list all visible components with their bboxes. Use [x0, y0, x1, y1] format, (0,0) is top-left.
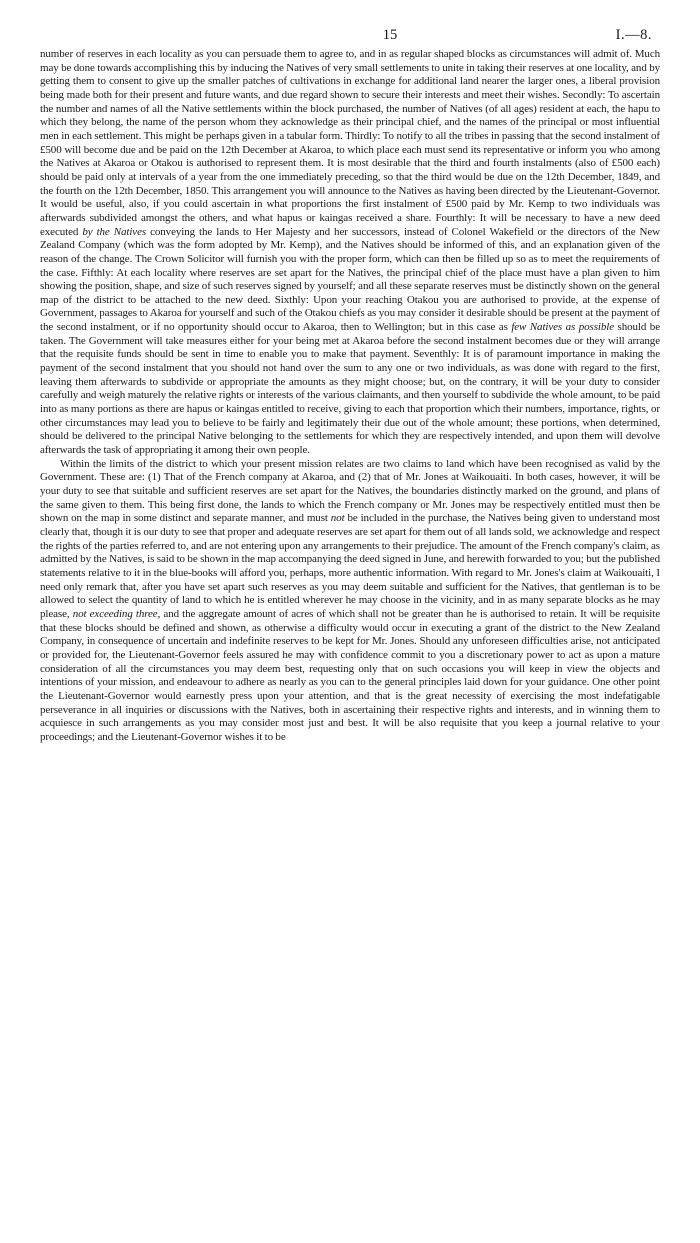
text-run: should be taken. The Government will take measures either for your being met at Akaroa before the second instalment becomes due or they will arrange that the requisite funds should be sent in time to enable you to make that payment. Seventhly: It is of paramount importance in making the payment of the second instalment that you should not hand over the sum to any one or two individuals, as was done with regard to the first, leaving them afterwards to subdivide or appropriate the amounts as they might choose; but, on the contrary, it will be your duty to consider carefully and weigh maturely the relative rights or interests of the various claimants, and then yourself to subdivide the whole amount, to be paid into as many portions as there are hapus or kaingas entitled to receive, giving to each that proportion which their numbers, importance, rights, or other circumstances may lead you to believe to be fairly and legitimately their due out of the whole amount; these portions, when determined, should be delivered to the principal Native belonging to the settlements for which they are respectively intended, and upon them will devolve afterwards the task of appropriating it among their own people.	[40, 321, 660, 457]
paragraph	[40, 48, 660, 458]
text-run: number of reserves in each locality as you can persuade them to agree to, and in as regular shaped blocks as circumstances will admit of. Much may be done towards accomplishing this by inducing the Natives of very small settlements to unite in taking their reserves at one locality, and by getting them to consent to give up the smaller patches of cultivations in exchange for additional land nearer the larger ones, a liberal provision being made both for their present and future wants, and due regard shown to secure their interests and meet their wishes. Secondly: To ascertain the number and names of all the Native settlements within the block purchased, the number of Natives (of all ages) resident at each, the hapu to which they belong, the name of the person whom they acknowledge as their principal chief, and the names of the principal or most influential men in each settlement. This might be perhaps given in a tabular form. Thirdly: To notify to all the tribes in passing that the second instalment of £500 will become due and be paid on the 12th December at Akaroa, to which place each must send its representative or inform you who among the Natives at Akaroa or Otakou is authorised to represent them. It is most desirable that the third and fourth instalments (also of £500 each) should be paid only at intervals of a year from the one immediately preceding, so that the third would be due on the 12th December, 1849, and the fourth on the 12th December, 1850. This arrangement you will announce to the Natives as having been directed by the Lieutenant-Governor. It would be useful, also, if you could ascertain in what proportions the first instalment of £500 paid by Mr. Kemp to two individuals was afterwards subdivided amongst the others, and what hapus or kaingas received a share. Fourthly: It will be necessary to have a new deed executed	[40, 48, 660, 238]
italic-text: not	[330, 512, 345, 525]
text-run: conveying the lands to Her Majesty and her successors, instead of Colonel Wakefield or the directors of the New Zealand Company (which was the form adopted by Mr. Kemp), and the Natives should be informed of this, and an explanation given of the reason of the change. The Crown Solicitor will furnish you with the proper form, which can then be filled up so as to meet the requirements of the case. Fifthly: At each locality where reserves are set apart for the Natives, the principal chief of the place must have a plan given to him showing the position, shape, and size of such reserves signed by yourself; and all these separate reserves must be distinctly shown on the general map of the district to be attached to the new deed. Sixthly: Upon your reaching Otakou you are authorised to provide, at the expense of Government, passages to Akaroa for yourself and such of the Otakou chiefs as you may consider it desirable should be present at the payment of the second instalment, or if no opportunity should occur to Akaroa, then to Wellington; but in this case as	[40, 225, 660, 334]
paragraph	[40, 458, 660, 745]
text-run: Within the limits of the district to which your present mission relates are two claims to land which have been recognised as valid by the Government. These are: (1) That of the French company at Akaroa, and (2) that of Mr. Jones at Waikouaiti. In both cases, however, it will be your duty to see that suitable and sufficient reserves are set apart for the Natives, the boundaries distinctly marked on the ground, and plans of the same given to them. This being first done, the lands to which the French company or Mr. Jones may be respectively entitled must then be shown on the map in some distinct and separate manner, and must	[40, 457, 660, 525]
text-run: , and the aggregate amount of acres of which shall not be greater than he is authorised to retain. It will be requisite that these blocks should be defined and shown, as otherwise a difficulty would occur in executing a grant of the district to the New Zealand Company, in consequence of uncertain and indefinite reserves to be kept for Mr. Jones. Should any unforeseen difficulties arise, not anticipated or provided for, the Lieutenant-Governor feels assured he may with confidence commit to you a discretionary power to act as upon a mature consideration of all the circumstances you may deem best, requesting only that on such occasions you will keep in view the objects and intentions of your mission, and endeavour to adhere as nearly as you can to the general principles laid down for your guidance. One other point the Lieutenant-Governor would earnestly press upon your attention, and that is the great necessity of exercising the most indefatigable perseverance in all inquiries or discussions with the Natives, both in ascertaining their respective rights and interests, and in winning them to acquiesce in such arrangements as you may consider most just and best. It will be also requisite that you keep a journal relative to your proceedings; and the Lieutenant-Governor wishes it to be	[40, 607, 661, 743]
page-header	[40, 26, 660, 44]
italic-text: by the Natives	[82, 225, 147, 238]
italic-text: not exceeding three	[72, 607, 158, 620]
page-number: 15	[382, 27, 398, 43]
italic-text: few Natives as possible	[511, 321, 615, 334]
document-reference: I.—8.	[615, 27, 652, 43]
text-run: be included in the purchase, the Natives being given to understand most clearly that, though it is our duty to see that proper and adequate reserves are set apart for them out of all lands sold, we acknowledge and respect the rights of the parties referred to, and are not entering upon any arrangements to their prejudice. The amount of the French company's claim, as admitted by the Natives, is said to be shown in the map accompanying the deed signed in June, and herewith forwarded to you; but the published statements relative to it in the blue-books will afford you, perhaps, more authentic information. With regard to Mr. Jones's claim at Waikouaiti, I need only remark that, after you have set apart such reserves as you may deem suitable and sufficient for the Natives, that gentleman is to be allowed to select the quantity of land to which he is entitled wherever he may choose in the vicinity, and in as many separate blocks as he may please,	[40, 512, 660, 620]
document-body	[40, 48, 660, 744]
